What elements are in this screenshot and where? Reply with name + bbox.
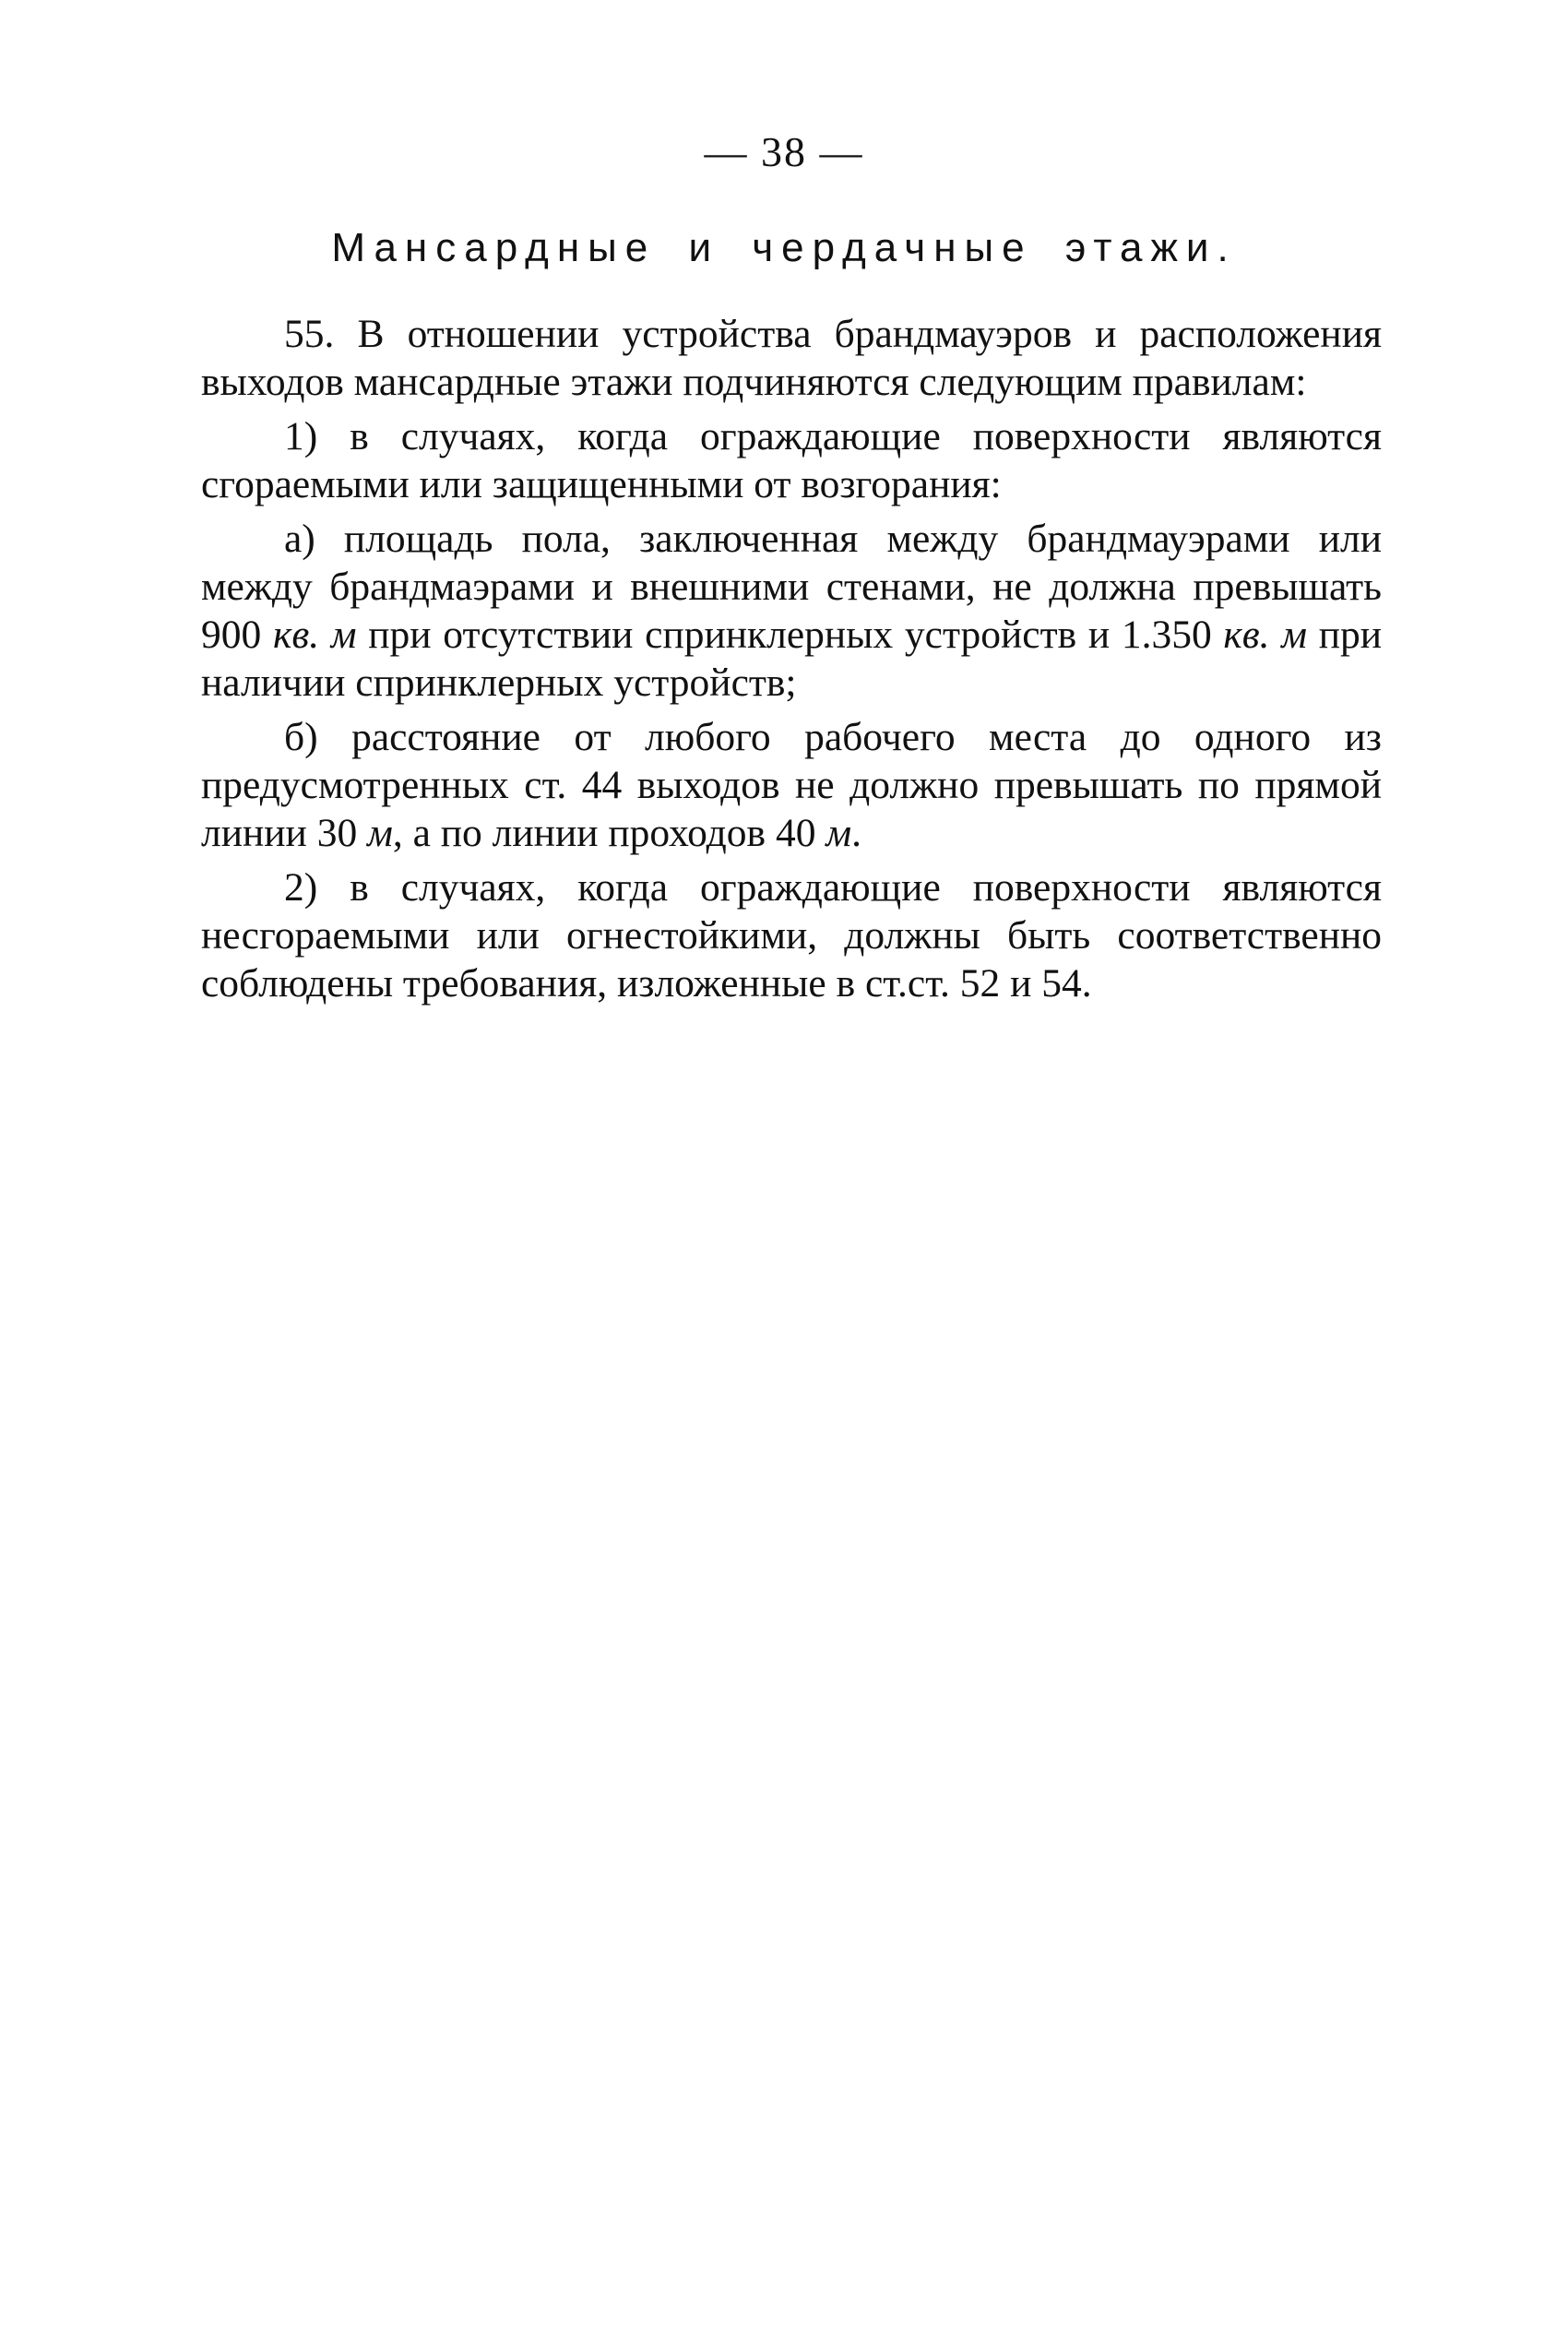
unit-sq-m-1: кв. м	[272, 613, 357, 657]
body-text	[201, 310, 1382, 1014]
unit-m-1: м	[367, 811, 393, 855]
clause-1a-text-2: при отсутствии спринклерных устройств и 1.350	[356, 613, 1224, 657]
clause-1b-text-1: б) расстояние от любого рабочего места до одного из предусмотренных ст. 44 выходов не должно превышать по прямой линии 30	[201, 715, 1382, 855]
section-title: Мансардные и чердачные этажи.	[331, 225, 1237, 270]
clause-1b	[201, 713, 1382, 857]
unit-m-2: м	[826, 811, 852, 855]
page-number: — 38 —	[704, 128, 864, 175]
clause-1a	[201, 515, 1382, 707]
clause-1a-text-1: а) площадь пола, заключенная между брандмауэрами или между брандмаэрами и внешними стенами, не должна превышать 900	[201, 517, 1382, 657]
clause-1b-text-3: .	[851, 811, 861, 855]
paragraph-55: 55. В отношении устройства брандмауэров и расположения выходов мансардные этажи подчиняются следующим правилам:	[201, 312, 1382, 404]
clause-1: 1) в случаях, когда ограждающие поверхности являются сгораемыми или защищенными от возгорания:	[201, 414, 1382, 506]
clause-1b-text-2: , а по линии проходов 40	[392, 811, 826, 855]
unit-sq-m-2: кв. м	[1223, 613, 1307, 657]
clause-2: 2) в случаях, когда ограждающие поверхности являются несгораемыми или огнестойкими, должны быть соответственно соблюдены требования, изложенные в ст.ст. 52 и 54.	[201, 865, 1382, 1006]
clause-1a-text-3: при наличии спринклерных устройств;	[201, 613, 1383, 705]
